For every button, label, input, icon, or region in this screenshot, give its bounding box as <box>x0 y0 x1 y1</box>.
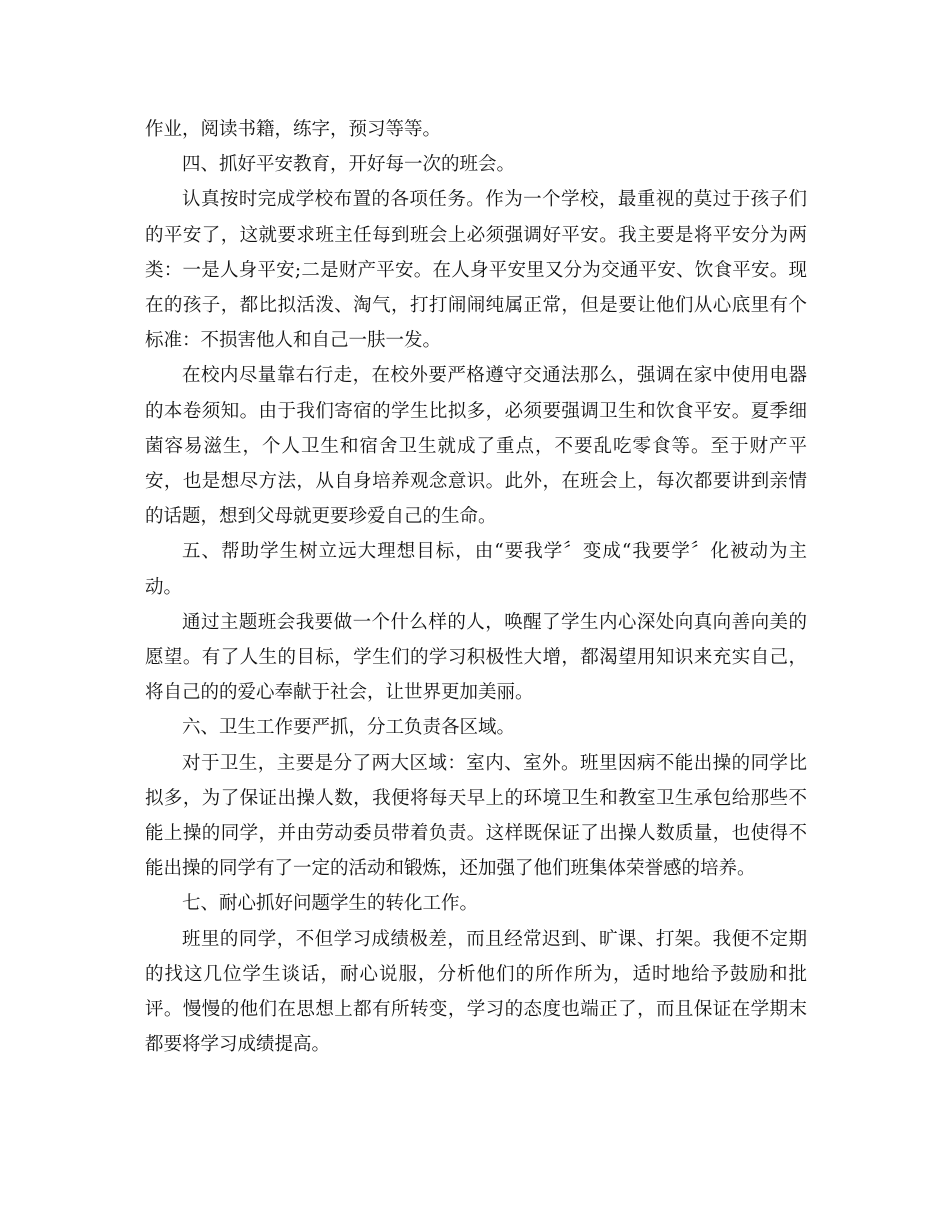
paragraph: 通过主题班会我要做一个什么样的人，唤醒了学生内心深处向真向善向美的愿望。有了人生的目标，学生们的学习积极性大增，都渴望用知识来充实自己，将自己的的爱心奉献于社会，让世界更加美丽。 <box>145 611 807 704</box>
document-body <box>145 112 807 1062</box>
paragraph: 认真按时完成学校布置的各项任务。作为一个学校，最重视的莫过于孩子们的平安了，这就要求班主任每到班会上必须强调好平安。我主要是将平安分为两类：一是人身平安;二是财产平安。在人身平安里又分为交通平安、饮食平安。现在的孩子，都比拟活泼、淘气，打打闹闹纯属正常，但是要让他们从心底里有个标准：不损害他人和自己一肤一发。 <box>145 189 807 352</box>
section-heading-7: 七、耐心抓好问题学生的转化工作。 <box>182 893 479 915</box>
section-heading-4: 四、抓好平安教育，开好每一次的班会。 <box>182 154 516 176</box>
paragraph: 对于卫生，主要是分了两大区域：室内、室外。班里因病不能出操的同学比拟多，为了保证出操人数，我便将每天早上的环境卫生和教室卫生承包给那些不能上操的同学，并由劳动委员带着负责。这样既保证了出操人数质量，也使得不能出操的同学有了一定的活动和锻炼，还加强了他们班集体荣誉感的培养。 <box>145 752 807 880</box>
paragraph-continuation: 作业，阅读书籍，练字，预习等等。 <box>145 119 442 140</box>
paragraph: 班里的同学，不但学习成绩极差，而且经常迟到、旷课、打架。我便不定期的找这几位学生谈话，耐心说服，分析他们的所作所为，适时地给予鼓励和批评。慢慢的他们在思想上都有所转变，学习的态度也端正了，而且保证在学期末都要将学习成绩提高。 <box>145 928 807 1056</box>
section-heading-5: 五、帮助学生树立远大理想目标，由“要我学〞变成“我要学〞化被动为主动。 <box>145 541 807 598</box>
paragraph: 在校内尽量靠右行走，在校外要严格遵守交通法那么，强调在家中使用电器的本卷须知。由于我们寄宿的学生比拟多，必须要强调卫生和饮食平安。夏季细菌容易滋生，个人卫生和宿舍卫生就成了重点，不要乱吃零食等。至于财产平安，也是想尽方法，从自身培养观念意识。此外，在班会上，每次都要讲到亲情的话题，想到父母就更要珍爱自己的生命。 <box>145 365 807 528</box>
section-heading-6: 六、卫生工作要严抓，分工负责各区域。 <box>182 717 516 739</box>
